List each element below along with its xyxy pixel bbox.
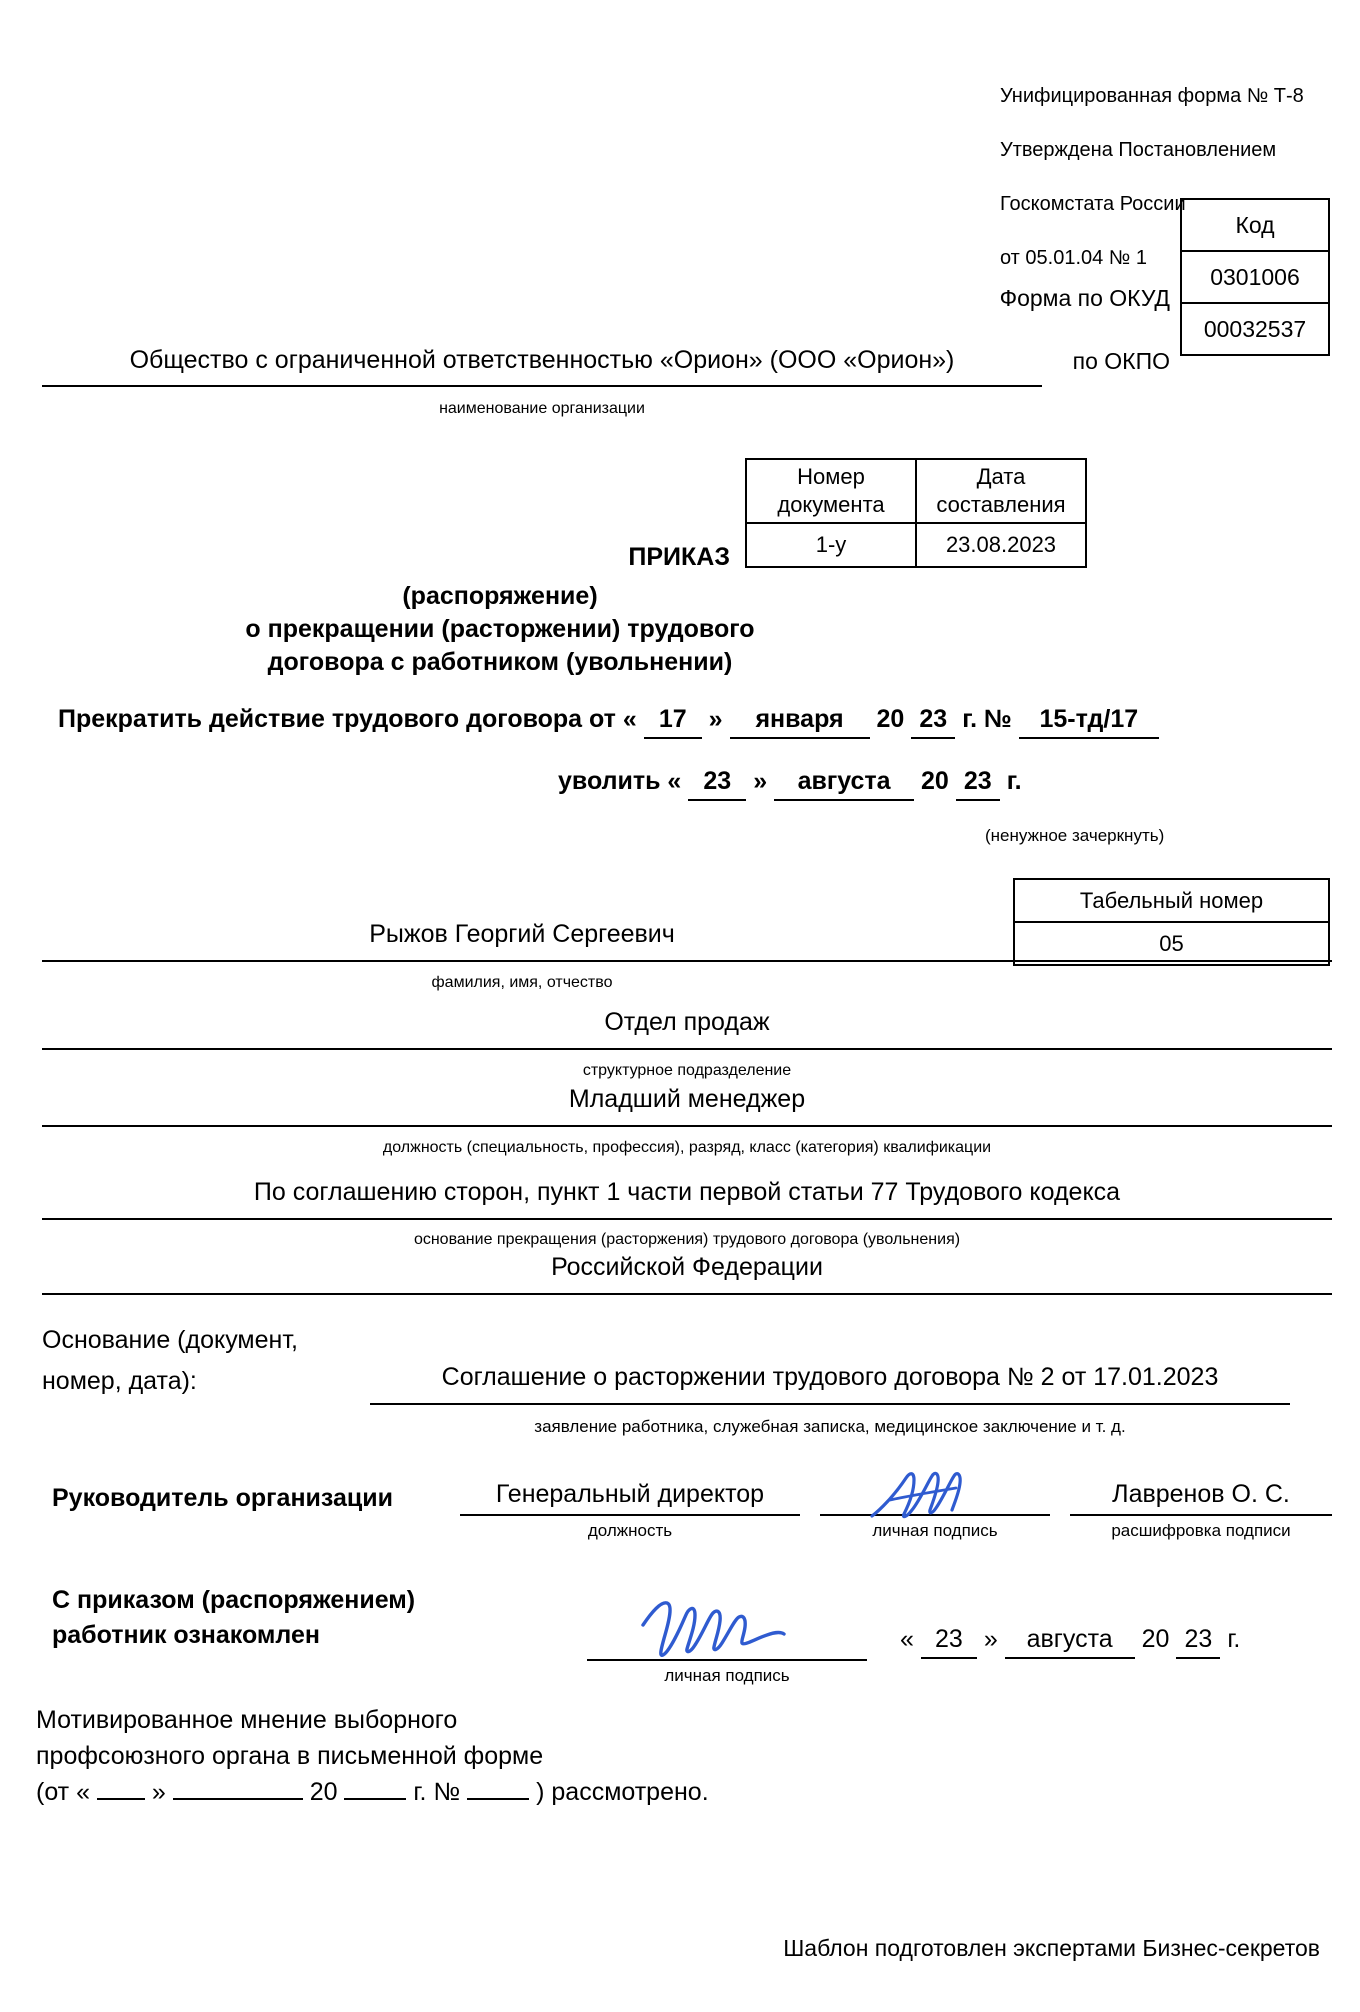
head-signature-field bbox=[820, 1466, 1050, 1541]
doc-number-header bbox=[746, 459, 916, 523]
handwritten-signature-icon bbox=[860, 1466, 1010, 1522]
acknowledgement-label-line-1: С приказом (распоряжением) bbox=[52, 1586, 416, 1614]
doc-table-value-row bbox=[746, 523, 1086, 567]
department-caption: структурное подразделение bbox=[582, 1062, 792, 1079]
head-position-caption: должность bbox=[587, 1521, 673, 1540]
quote-close-1: » bbox=[708, 705, 723, 733]
document-title-block bbox=[0, 580, 1000, 679]
strike-note: (ненужное зачеркнуть) bbox=[985, 826, 1165, 845]
employee-department: Отдел продаж bbox=[604, 1008, 770, 1036]
document-number-date-table bbox=[745, 458, 1087, 568]
basis-label-line-1: Основание (документ, bbox=[42, 1326, 298, 1354]
ack-year-suffix: г. bbox=[1227, 1625, 1241, 1653]
doc-number-value: 1-у bbox=[746, 523, 916, 567]
grounds-rule-2 bbox=[42, 1293, 1332, 1295]
union-opinion-line-1: Мотивированное мнение выборного bbox=[36, 1706, 458, 1734]
basis-label-line-2: номер, дата): bbox=[42, 1367, 197, 1395]
basis-label bbox=[42, 1320, 298, 1402]
terminate-contract-line bbox=[58, 705, 1159, 739]
code-table-header-cell: Код bbox=[1181, 199, 1329, 251]
title-subtitle-3: договора с работником (увольнении) bbox=[267, 648, 733, 676]
doc-date-header-line1: Дата bbox=[976, 464, 1026, 489]
ack-day-field[interactable]: 23 bbox=[921, 1625, 977, 1659]
dismiss-day-field[interactable]: 23 bbox=[688, 767, 746, 801]
contract-month-field[interactable]: января bbox=[730, 705, 870, 739]
doc-date-header bbox=[916, 459, 1086, 523]
okpo-value-cell: 00032537 bbox=[1181, 303, 1329, 355]
contract-day-field[interactable]: 17 bbox=[644, 705, 702, 739]
head-name-caption: расшифровка подписи bbox=[1111, 1521, 1291, 1540]
union-reviewed-label: ) рассмотрено. bbox=[536, 1778, 709, 1806]
year-prefix-1: 20 bbox=[876, 705, 905, 733]
year-suffix-1: г. № bbox=[962, 705, 1012, 733]
form-header-line-4: от 05.01.04 № 1 bbox=[1000, 247, 1147, 269]
okud-label: Форма по ОКУД bbox=[999, 285, 1170, 311]
union-year-field[interactable] bbox=[344, 1795, 406, 1800]
dismiss-label: уволить « bbox=[558, 767, 682, 795]
employee-signature-mark bbox=[587, 1595, 867, 1661]
personnel-number-table bbox=[1013, 878, 1330, 966]
form-header-line-3: Госкомстата России bbox=[1000, 193, 1186, 215]
code-table-header-row bbox=[1181, 199, 1329, 251]
year-suffix-2: г. bbox=[1006, 767, 1022, 795]
position-rule bbox=[42, 1125, 1332, 1127]
personnel-number-header-row bbox=[1014, 879, 1329, 922]
grounds-rule-1 bbox=[42, 1218, 1332, 1220]
basis-value: Соглашение о расторжении трудового договора № 2 от 17.01.2023 bbox=[441, 1363, 1219, 1391]
union-opinion-line-3 bbox=[36, 1774, 709, 1810]
okud-value-cell: 0301006 bbox=[1181, 251, 1329, 303]
ack-quote-close: » bbox=[983, 1625, 998, 1653]
okpo-label: по ОКПО bbox=[1072, 348, 1170, 374]
employee-name-caption: фамилия, имя, отчество bbox=[431, 974, 613, 991]
handwritten-signature-icon bbox=[627, 1595, 827, 1661]
code-table bbox=[1180, 198, 1330, 356]
head-name-field bbox=[1070, 1480, 1332, 1541]
acknowledgement-date bbox=[900, 1625, 1240, 1659]
code-table-okpo-row bbox=[1181, 303, 1329, 355]
year-prefix-2: 20 bbox=[921, 767, 949, 795]
doc-number-header-line2: документа bbox=[777, 492, 885, 517]
dismiss-year-field[interactable]: 23 bbox=[956, 767, 1000, 801]
union-from-label: (от « bbox=[36, 1778, 90, 1806]
organization-rule bbox=[42, 385, 1042, 387]
employee-full-name: Рыжов Георгий Сергеевич bbox=[369, 920, 675, 948]
basis-caption: заявление работника, служебная записка, медицинское заключение и т. д. bbox=[534, 1417, 1126, 1436]
doc-number-header-line1: Номер bbox=[797, 464, 865, 489]
union-number-field[interactable] bbox=[467, 1795, 529, 1800]
personnel-number-header: Табельный номер bbox=[1014, 879, 1329, 922]
doc-date-value: 23.08.2023 bbox=[916, 523, 1086, 567]
position-caption: должность (специальность, профессия), разряд, класс (категория) квалификации bbox=[382, 1139, 992, 1156]
acknowledgement-label-line-2: работник ознакомлен bbox=[52, 1621, 320, 1649]
ack-quote-open: « bbox=[900, 1625, 914, 1653]
employee-signature-field bbox=[587, 1595, 867, 1686]
head-position-value: Генеральный директор bbox=[495, 1480, 765, 1508]
title-subtitle-2: о прекращении (расторжении) трудового bbox=[245, 615, 755, 643]
contract-number-field[interactable]: 15-тд/17 bbox=[1019, 705, 1159, 739]
footer-note: Шаблон подготовлен экспертами Бизнес-секретов bbox=[783, 1935, 1320, 1961]
ack-month-field[interactable]: августа bbox=[1005, 1625, 1135, 1659]
ack-year-prefix: 20 bbox=[1141, 1625, 1170, 1653]
grounds-line-1: По соглашению сторон, пункт 1 части первой статьи 77 Трудового кодекса bbox=[253, 1178, 1121, 1206]
organization-name: Общество с ограниченной ответственностью «Орион» (ООО «Орион») bbox=[129, 346, 955, 374]
union-opinion-block bbox=[36, 1702, 709, 1810]
form-header-line-1: Унифицированная форма № Т-8 bbox=[1000, 85, 1304, 107]
dismiss-month-field[interactable]: августа bbox=[774, 767, 914, 801]
form-header-line-2: Утверждена Постановлением bbox=[1000, 139, 1277, 161]
title-subtitle-1: (распоряжение) bbox=[402, 582, 598, 610]
head-signature-caption: личная подпись bbox=[872, 1521, 998, 1540]
basis-rule bbox=[370, 1403, 1290, 1405]
contract-year-field[interactable]: 23 bbox=[911, 705, 955, 739]
doc-table-header-row bbox=[746, 459, 1086, 523]
grounds-line-2: Российской Федерации bbox=[551, 1253, 823, 1281]
department-rule bbox=[42, 1048, 1332, 1050]
union-year-prefix: 20 bbox=[309, 1778, 338, 1806]
code-table-okud-row bbox=[1181, 251, 1329, 303]
ack-year-field[interactable]: 23 bbox=[1176, 1625, 1220, 1659]
union-number-label: г. № bbox=[413, 1778, 461, 1806]
union-quote-close: » bbox=[151, 1778, 166, 1806]
doc-date-header-line2: составления bbox=[936, 492, 1066, 517]
employee-signature-caption: личная подпись bbox=[664, 1666, 790, 1685]
head-position-field bbox=[460, 1480, 800, 1541]
head-signature-mark bbox=[820, 1466, 1050, 1514]
prikaz-heading: ПРИКАЗ bbox=[628, 543, 730, 571]
acknowledgement-label bbox=[52, 1583, 415, 1653]
terminate-label: Прекратить действие трудового договора от « bbox=[58, 705, 637, 733]
grounds-caption: основание прекращения (расторжения) трудового договора (увольнения) bbox=[413, 1231, 961, 1248]
union-month-field[interactable] bbox=[173, 1795, 303, 1800]
personnel-number-value: 05 bbox=[1014, 922, 1329, 965]
union-opinion-line-2: профсоюзного органа в письменной форме bbox=[36, 1742, 544, 1770]
head-name-value: Лавренов О. С. bbox=[1112, 1480, 1290, 1508]
head-signature-label: Руководитель организации bbox=[52, 1484, 394, 1512]
employee-name-rule bbox=[42, 960, 1332, 962]
employee-position: Младший менеджер bbox=[568, 1085, 806, 1113]
quote-close-2: » bbox=[753, 767, 768, 795]
personnel-number-value-row bbox=[1014, 922, 1329, 965]
union-day-field[interactable] bbox=[97, 1795, 145, 1800]
dismiss-line bbox=[558, 767, 1022, 801]
organization-caption: наименование организации bbox=[439, 400, 645, 417]
